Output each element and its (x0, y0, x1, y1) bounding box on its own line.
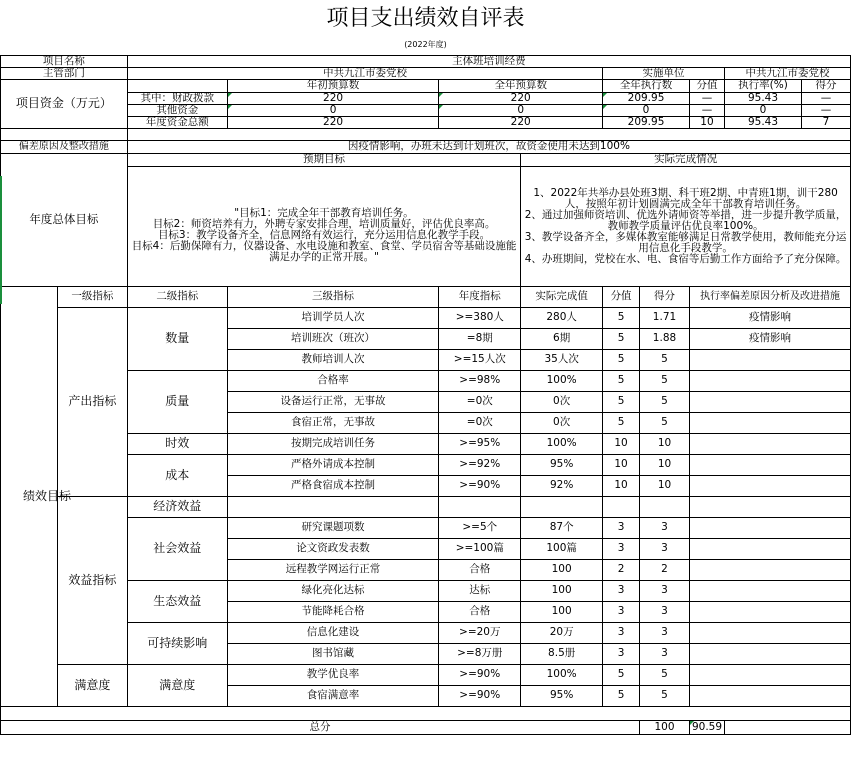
funds-row-label: 其中：财政拨款 (127, 92, 227, 104)
indicator-score: 5 (640, 412, 690, 433)
funds-cell: 7 (801, 116, 850, 128)
indicator-note (689, 370, 850, 391)
indicator-weight: 2 (603, 559, 640, 580)
funds-header-initial: 年初预算数 (227, 79, 439, 92)
indicator-target: >=90% (439, 475, 521, 496)
indicator-name: 绿化亮化达标 (227, 580, 439, 601)
total-weight: 100 (640, 720, 690, 734)
indicator-actual: 0次 (521, 391, 603, 412)
indicator-note (689, 538, 850, 559)
indicator-weight: 3 (603, 622, 640, 643)
benefit-indicator-label: 效益指标 (57, 496, 127, 664)
indicator-name: 严格食宿成本控制 (227, 475, 439, 496)
ind-header-level2: 二级指标 (127, 286, 227, 307)
ind-header-weight: 分值 (603, 286, 640, 307)
indicator-weight: 3 (603, 580, 640, 601)
funds-spacer (127, 79, 227, 92)
indicator-name: 按期完成培训任务 (227, 433, 439, 454)
funds-cell: — (689, 92, 724, 104)
indicator-note (689, 601, 850, 622)
indicator-name: 教学优良率 (227, 664, 439, 685)
indicator-name: 节能降耗合格 (227, 601, 439, 622)
indicator-name: 食宿满意率 (227, 685, 439, 706)
indicator-target: 合格 (439, 601, 521, 622)
indicator-weight: 3 (603, 538, 640, 559)
indicator-note (689, 475, 850, 496)
indicator-actual: 100 (521, 559, 603, 580)
deviation-label: 偏差原因及整改措施 (1, 140, 128, 153)
group-sustainable: 可持续影响 (127, 622, 227, 664)
funds-cell: 0 (725, 104, 802, 116)
annual-goal-label: 年度总体目标 (1, 153, 128, 286)
indicator-name: 信息化建设 (227, 622, 439, 643)
funds-cell: 95.43 (725, 116, 802, 128)
indicator-weight: 5 (603, 349, 640, 370)
indicator-name: 合格率 (227, 370, 439, 391)
indicator-actual: 8.5册 (521, 643, 603, 664)
selection-marker (0, 176, 2, 304)
indicator-score: 5 (640, 349, 690, 370)
group-timeliness: 时效 (127, 433, 227, 454)
table-row (1, 496, 851, 517)
indicator-score: 5 (640, 370, 690, 391)
funds-cell: 220 (439, 116, 603, 128)
actual-completion-text: 1、2022年共举办县处班3期、科干班2期、中青班1期，训干280人，按照年初计划圆满完成全年干部教育培训任务。 2、通过加强师资培训、优选外请师资等举措，进一步提升教学质量，教师教学质量评估优良率100%。 3、教学设备齐全，多媒体教室能够满足日常教学使用，教师能充分运用信息化手段教学。 4、办班期间，党校在水、电、食宿等后勤工作方面给予了充分保障。 (521, 166, 851, 286)
funds-cell: 0 (227, 104, 439, 116)
indicator-actual: 100% (521, 664, 603, 685)
indicator-actual: 95% (521, 685, 603, 706)
page-title: 项目支出绩效自评表 (326, 6, 525, 31)
indicator-target: >=90% (439, 685, 521, 706)
table-row (1, 517, 851, 538)
indicator-target: >=90% (439, 664, 521, 685)
indicator-target: 达标 (439, 580, 521, 601)
indicator-note: 疫情影响 (689, 307, 850, 328)
funds-header-rate: 执行率(%) (725, 79, 802, 92)
indicator-name: 教师培训人次 (227, 349, 439, 370)
indicator-target: >=100篇 (439, 538, 521, 559)
funds-cell: 0 (603, 104, 690, 116)
funds-cell: 209.95 (603, 116, 690, 128)
group-quality: 质量 (127, 370, 227, 433)
total-score: 90.59 (689, 720, 724, 734)
output-indicator-label: 产出指标 (57, 307, 127, 496)
indicator-note (689, 433, 850, 454)
funds-cell: 95.43 (725, 92, 802, 104)
indicator-target: >=92% (439, 454, 521, 475)
indicator-score: 5 (640, 391, 690, 412)
indicator-actual: 35人次 (521, 349, 603, 370)
ind-header-analysis: 执行率偏差原因分析及改进措施 (689, 286, 850, 307)
indicator-weight: 10 (603, 475, 640, 496)
indicator-score: 10 (640, 433, 690, 454)
indicator-weight: 3 (603, 517, 640, 538)
indicator-weight: 5 (603, 328, 640, 349)
indicator-weight: 10 (603, 454, 640, 475)
funds-cell: — (801, 92, 850, 104)
deviation-value: 因疫情影响，办班未达到计划班次，故资金使用未达到100% (127, 140, 850, 153)
indicator-weight: 5 (603, 664, 640, 685)
group-cost: 成本 (127, 454, 227, 496)
indicator-name: 远程教学网运行正常 (227, 559, 439, 580)
expected-goal-text: "目标1：完成全年干部教育培训任务。 目标2：师资培养有力，外聘专家安排合理，培训质量好，评估优良率高。 目标3：教学设备齐全，信息网络有效运行，充分运用信息化教学手段。 目标4：后勤保障有力，仪器设备、水电设施和教室、食堂、学员宿舍等基础设施能满足办学的正常开展。" (127, 166, 520, 286)
indicator-target: >=98% (439, 370, 521, 391)
indicator-target: >=8万册 (439, 643, 521, 664)
indicator-weight: 10 (603, 433, 640, 454)
indicator-target: =8期 (439, 328, 521, 349)
impl-unit-value: 中共九江市委党校 (725, 67, 851, 79)
indicator-note (689, 580, 850, 601)
indicator-name: 培训班次（班次） (227, 328, 439, 349)
indicator-score: 3 (640, 643, 690, 664)
indicator-actual: 100 (521, 601, 603, 622)
self-evaluation-table (0, 52, 851, 735)
indicator-name: 严格外请成本控制 (227, 454, 439, 475)
expected-goal-header: 预期目标 (127, 153, 520, 166)
indicator-note (689, 517, 850, 538)
indicator-actual: 100% (521, 370, 603, 391)
indicator-actual: 95% (521, 454, 603, 475)
total-label: 总分 (1, 720, 640, 734)
indicator-actual: 87个 (521, 517, 603, 538)
satisfaction-indicator-label: 满意度 (57, 664, 127, 706)
funds-header-score: 得分 (801, 79, 850, 92)
indicator-note (689, 622, 850, 643)
table-row (1, 580, 851, 601)
indicator-weight: 5 (603, 307, 640, 328)
indicator-target: >=15人次 (439, 349, 521, 370)
group-economic: 经济效益 (127, 496, 227, 517)
indicator-note (689, 643, 850, 664)
indicator-target: =0次 (439, 391, 521, 412)
table-row (1, 370, 851, 391)
funds-header-weight: 分值 (689, 79, 724, 92)
funds-cell: 0 (439, 104, 603, 116)
indicator-note (689, 412, 850, 433)
indicator-note (689, 349, 850, 370)
indicator-target: >=5个 (439, 517, 521, 538)
indicator-score: 5 (640, 685, 690, 706)
table-row (1, 454, 851, 475)
performance-target-label (1, 286, 71, 706)
ind-header-level1: 一级指标 (57, 286, 127, 307)
table-row (1, 664, 851, 685)
indicator-name: 研究课题项数 (227, 517, 439, 538)
indicator-name: 图书馆藏 (227, 643, 439, 664)
funds-cell: 209.95 (603, 92, 690, 104)
group-satisfaction: 满意度 (127, 664, 227, 706)
funds-cell: 220 (439, 92, 603, 104)
indicator-score: 3 (640, 622, 690, 643)
indicator-score: 5 (640, 664, 690, 685)
funds-row (1, 104, 851, 116)
indicator-note (689, 559, 850, 580)
funds-cell: 10 (689, 116, 724, 128)
indicator-weight: 5 (603, 391, 640, 412)
funds-row-label: 其他资金 (127, 104, 227, 116)
dept-value: 中共九江市委党校 (127, 67, 602, 79)
indicator-score: 3 (640, 580, 690, 601)
indicator-weight: 5 (603, 685, 640, 706)
indicator-weight: 5 (603, 412, 640, 433)
ind-header-actual: 实际完成值 (521, 286, 603, 307)
funds-cell: 220 (227, 92, 439, 104)
ind-header-target: 年度指标 (439, 286, 521, 307)
total-note (725, 720, 851, 734)
dept-label: 主管部门 (1, 67, 128, 79)
report-year: (2022年度) (404, 40, 447, 49)
impl-unit-label: 实施单位 (603, 67, 725, 79)
indicator-actual: 280人 (521, 307, 603, 328)
indicator-note (689, 685, 850, 706)
indicator-score: 1.88 (640, 328, 690, 349)
indicator-weight: 3 (603, 643, 640, 664)
indicator-actual: 92% (521, 475, 603, 496)
funds-row (1, 116, 851, 128)
table-row (1, 433, 851, 454)
indicator-name: 食宿正常，无事故 (227, 412, 439, 433)
group-quantity: 数量 (127, 307, 227, 370)
indicator-score: 10 (640, 454, 690, 475)
indicator-target: >=20万 (439, 622, 521, 643)
indicator-actual: 100篇 (521, 538, 603, 559)
table-row (1, 622, 851, 643)
indicator-score: 1.71 (640, 307, 690, 328)
indicator-score: 3 (640, 538, 690, 559)
indicator-note (689, 664, 850, 685)
performance-target-text: 绩效目标 (22, 488, 71, 503)
group-social: 社会效益 (127, 517, 227, 580)
funds-header-annual: 全年预算数 (439, 79, 603, 92)
project-name-label: 项目名称 (1, 55, 128, 67)
indicator-target: =0次 (439, 412, 521, 433)
indicator-target: >=95% (439, 433, 521, 454)
indicator-actual: 0次 (521, 412, 603, 433)
funds-cell: — (689, 104, 724, 116)
indicator-target: 合格 (439, 559, 521, 580)
funds-row (1, 92, 851, 104)
indicator-target: >=380人 (439, 307, 521, 328)
actual-completion-header: 实际完成情况 (521, 153, 851, 166)
indicator-actual: 6期 (521, 328, 603, 349)
funds-cell: 220 (227, 116, 439, 128)
indicator-note (689, 454, 850, 475)
table-row (1, 307, 851, 328)
funds-cell: — (801, 104, 850, 116)
indicator-score: 3 (640, 517, 690, 538)
indicator-weight: 5 (603, 370, 640, 391)
indicator-note (689, 391, 850, 412)
ind-header-score: 得分 (640, 286, 690, 307)
group-ecological: 生态效益 (127, 580, 227, 622)
ind-header-level3: 三级指标 (227, 286, 439, 307)
funds-row-label: 年度资金总额 (127, 116, 227, 128)
indicator-note: 疫情影响 (689, 328, 850, 349)
funds-label: 项目资金（万元） (1, 79, 128, 128)
indicator-name: 设备运行正常，无事故 (227, 391, 439, 412)
indicator-name: 论文资政发表数 (227, 538, 439, 559)
indicator-weight: 3 (603, 601, 640, 622)
indicator-actual: 100% (521, 433, 603, 454)
project-name-value: 主体班培训经费 (127, 55, 850, 67)
indicator-actual: 20万 (521, 622, 603, 643)
funds-header-executed: 全年执行数 (603, 79, 690, 92)
indicator-score: 10 (640, 475, 690, 496)
indicator-score: 2 (640, 559, 690, 580)
indicator-score: 3 (640, 601, 690, 622)
indicator-actual: 100 (521, 580, 603, 601)
indicator-name: 培训学员人次 (227, 307, 439, 328)
